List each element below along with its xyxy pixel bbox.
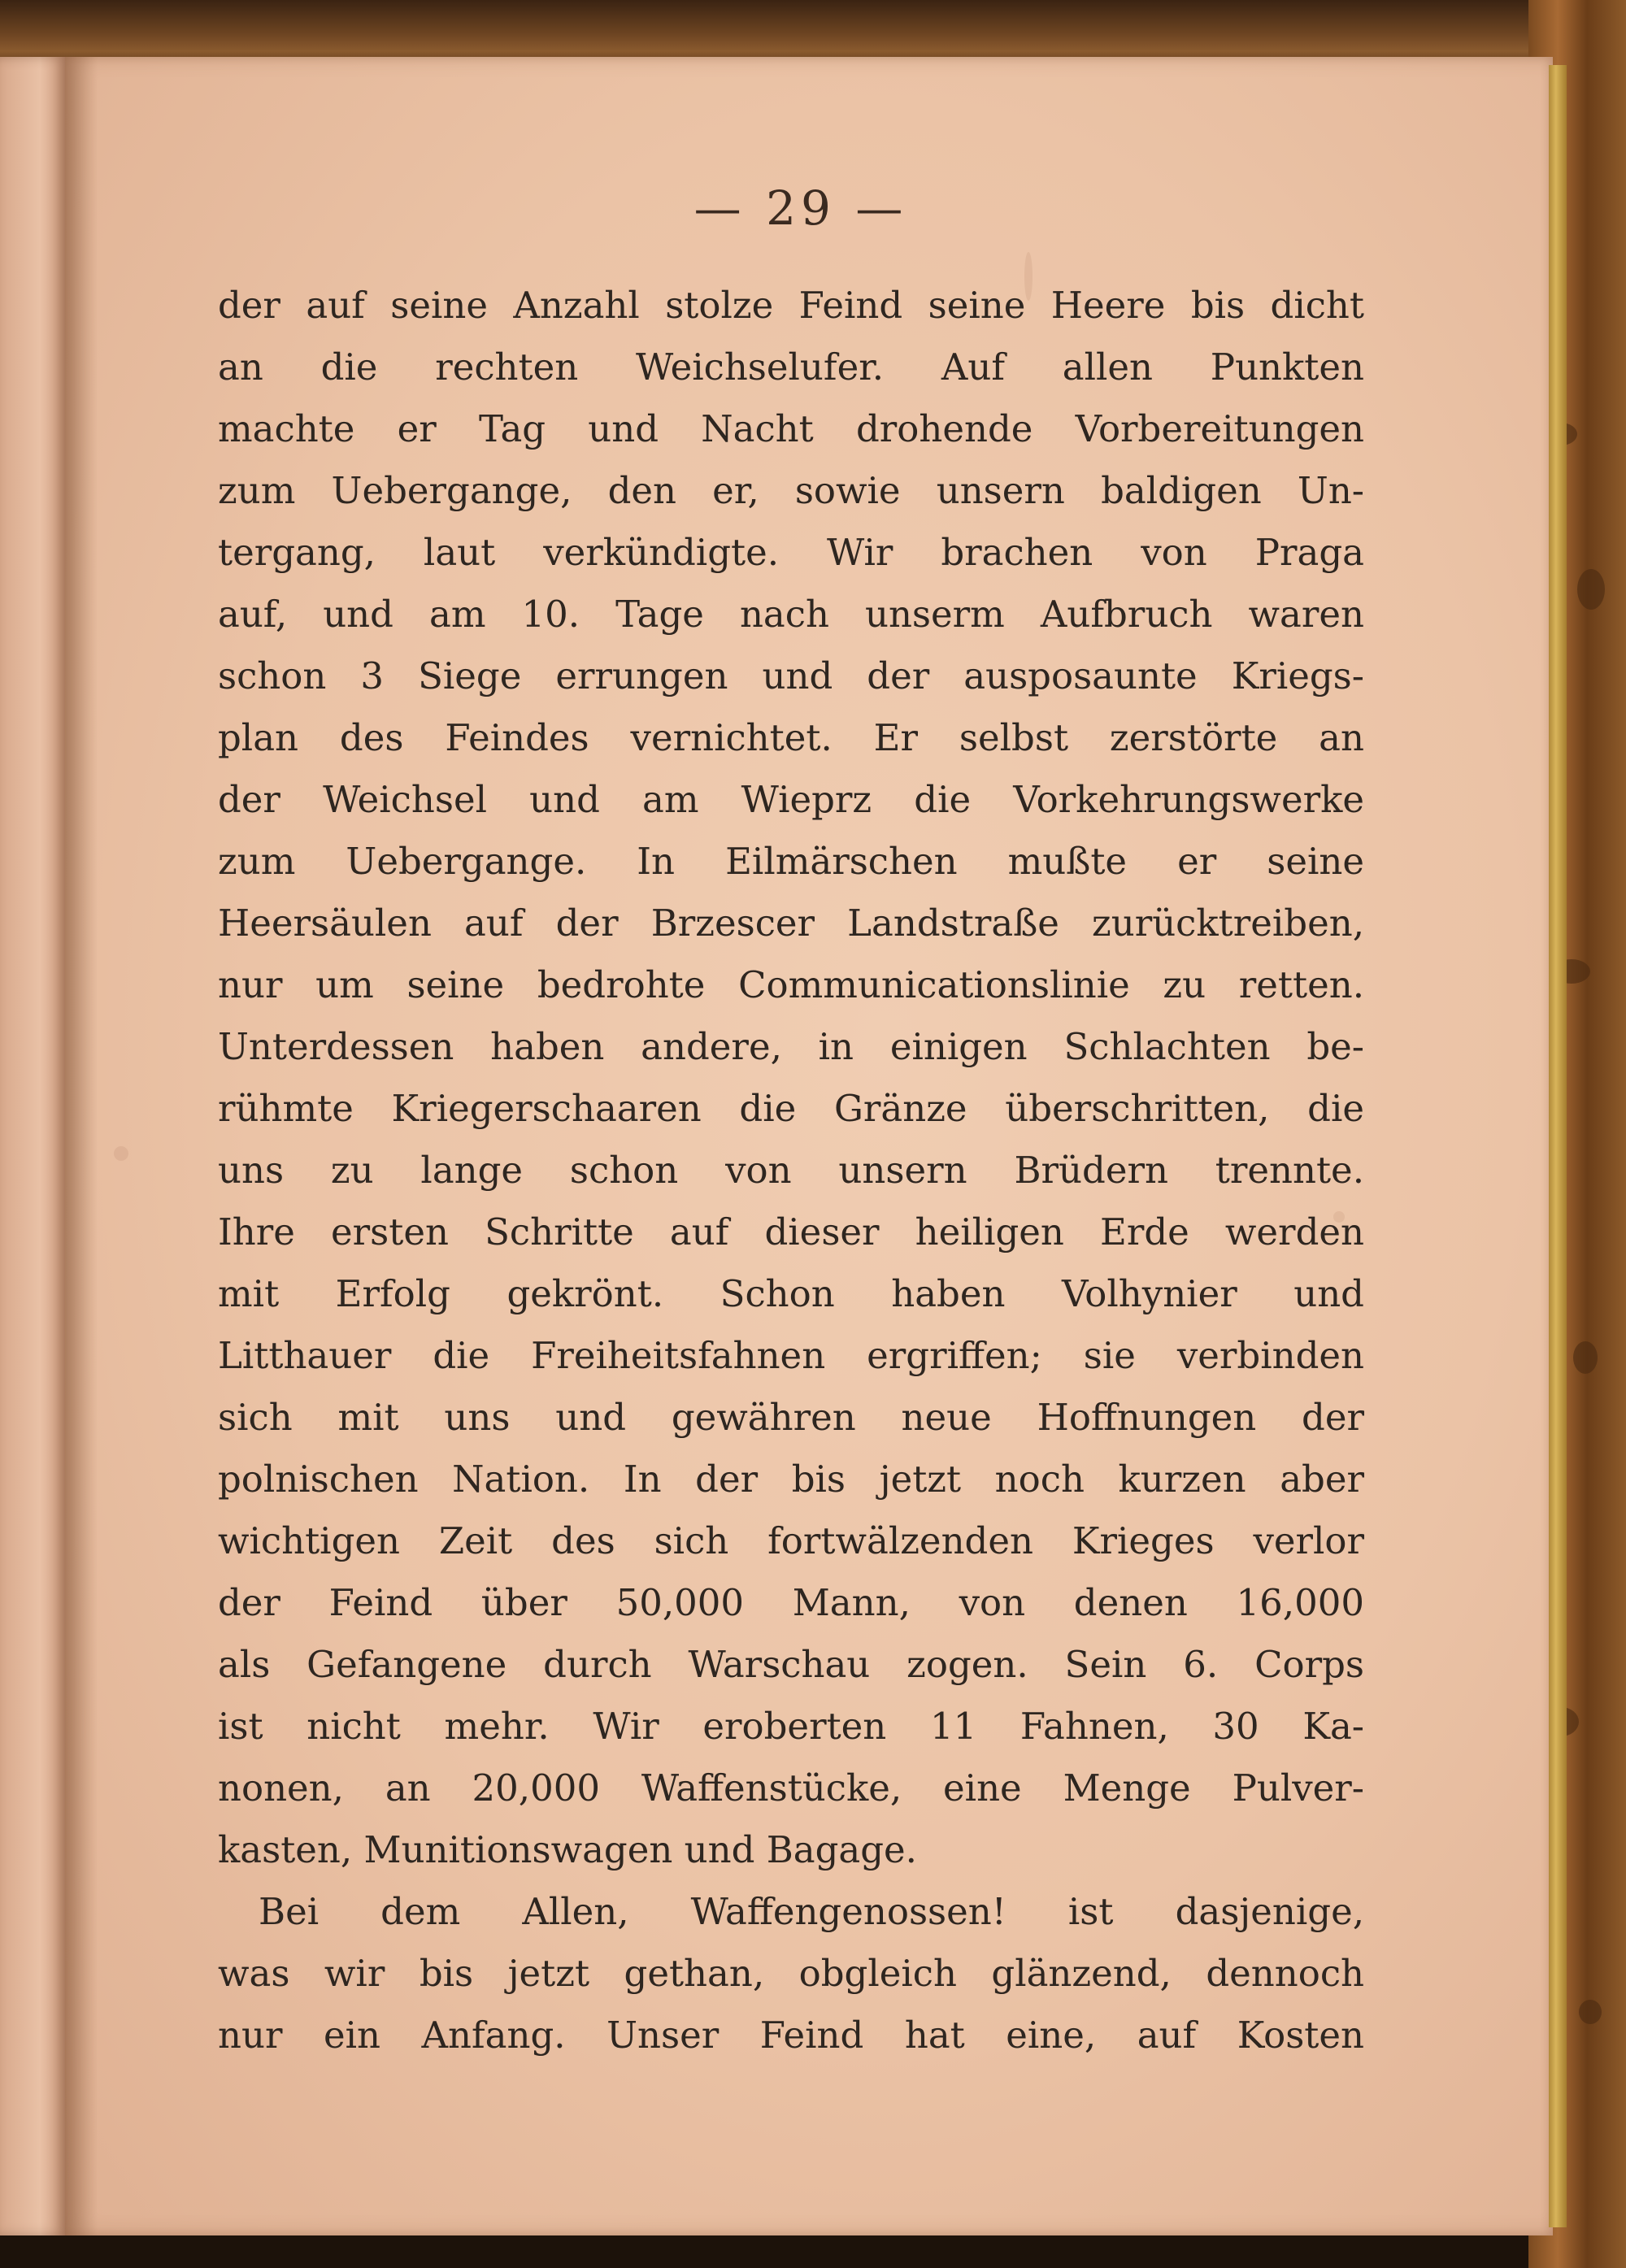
text-line: plan des Feindes vernichtet. Er selbst zerstörte an bbox=[218, 716, 1364, 759]
text-line: sich mit uns und gewähren neue Hoffnungen der bbox=[218, 1396, 1364, 1439]
text-line: Litthauer die Freiheitsfahnen ergriffen; sie verbinden bbox=[218, 1334, 1364, 1377]
left-page-edge bbox=[0, 57, 67, 2235]
text-line: schon 3 Siege errungen und der ausposaunte Kriegs- bbox=[218, 654, 1364, 697]
text-line: Heersäulen auf der Brzescer Landstraße zurücktreiben, bbox=[218, 902, 1364, 945]
text-line: Bei dem Allen, Waffengenossen! ist dasjenige, bbox=[259, 1890, 1364, 1933]
text-line: was wir bis jetzt gethan, obgleich glänzend, dennoch bbox=[218, 1952, 1364, 1995]
text-line: wichtigen Zeit des sich fortwälzenden Krieges verlor bbox=[218, 1519, 1364, 1562]
page-number: — 29 — bbox=[693, 180, 908, 236]
text-line: polnischen Nation. In der bis jetzt noch kurzen aber bbox=[218, 1458, 1364, 1501]
text-line: rühmte Kriegerschaaren die Gränze überschritten, die bbox=[218, 1087, 1364, 1130]
text-line: als Gefangene durch Warschau zogen. Sein 6. Corps bbox=[218, 1643, 1364, 1686]
text-line: der Feind über 50,000 Mann, von denen 16,000 bbox=[218, 1581, 1364, 1624]
text-line: nonen, an 20,000 Waffenstücke, eine Menge Pulver- bbox=[218, 1766, 1364, 1810]
page-text bbox=[218, 275, 1364, 2066]
text-line: an die rechten Weichselufer. Auf allen Punkten bbox=[218, 345, 1364, 389]
text-line: ist nicht mehr. Wir eroberten 11 Fahnen, 30 Ka- bbox=[218, 1705, 1364, 1748]
text-line: Ihre ersten Schritte auf dieser heiligen Erde werden bbox=[218, 1210, 1364, 1253]
text-line: zum Uebergange. In Eilmärschen mußte er seine bbox=[218, 840, 1364, 883]
text-line: mit Erfolg gekrönt. Schon haben Volhynier und bbox=[218, 1272, 1364, 1315]
page-gutter-shadow bbox=[65, 57, 98, 2235]
gilt-page-edge bbox=[1549, 65, 1567, 2227]
text-line: uns zu lange schon von unsern Brüdern trennte. bbox=[218, 1149, 1364, 1192]
text-line: zum Uebergange, den er, sowie unsern baldigen Un- bbox=[218, 469, 1364, 512]
text-line: Unterdessen haben andere, in einigen Schlachten be- bbox=[218, 1025, 1364, 1068]
text-line: kasten, Munitionswagen und Bagage. bbox=[218, 1828, 917, 1871]
text-line: nur ein Anfang. Unser Feind hat eine, auf Kosten bbox=[218, 2014, 1364, 2057]
text-line: machte er Tag und Nacht drohende Vorbereitungen bbox=[218, 407, 1364, 450]
text-line: der auf seine Anzahl stolze Feind seine Heere bis dicht bbox=[218, 284, 1364, 327]
text-line: tergang, laut verkündigte. Wir brachen von Praga bbox=[218, 531, 1364, 574]
text-line: der Weichsel und am Wieprz die Vorkehrungswerke bbox=[218, 778, 1364, 821]
text-line: auf, und am 10. Tage nach unserm Aufbruch waren bbox=[218, 593, 1364, 636]
text-line: nur um seine bedrohte Communicationslinie zu retten. bbox=[218, 963, 1364, 1006]
